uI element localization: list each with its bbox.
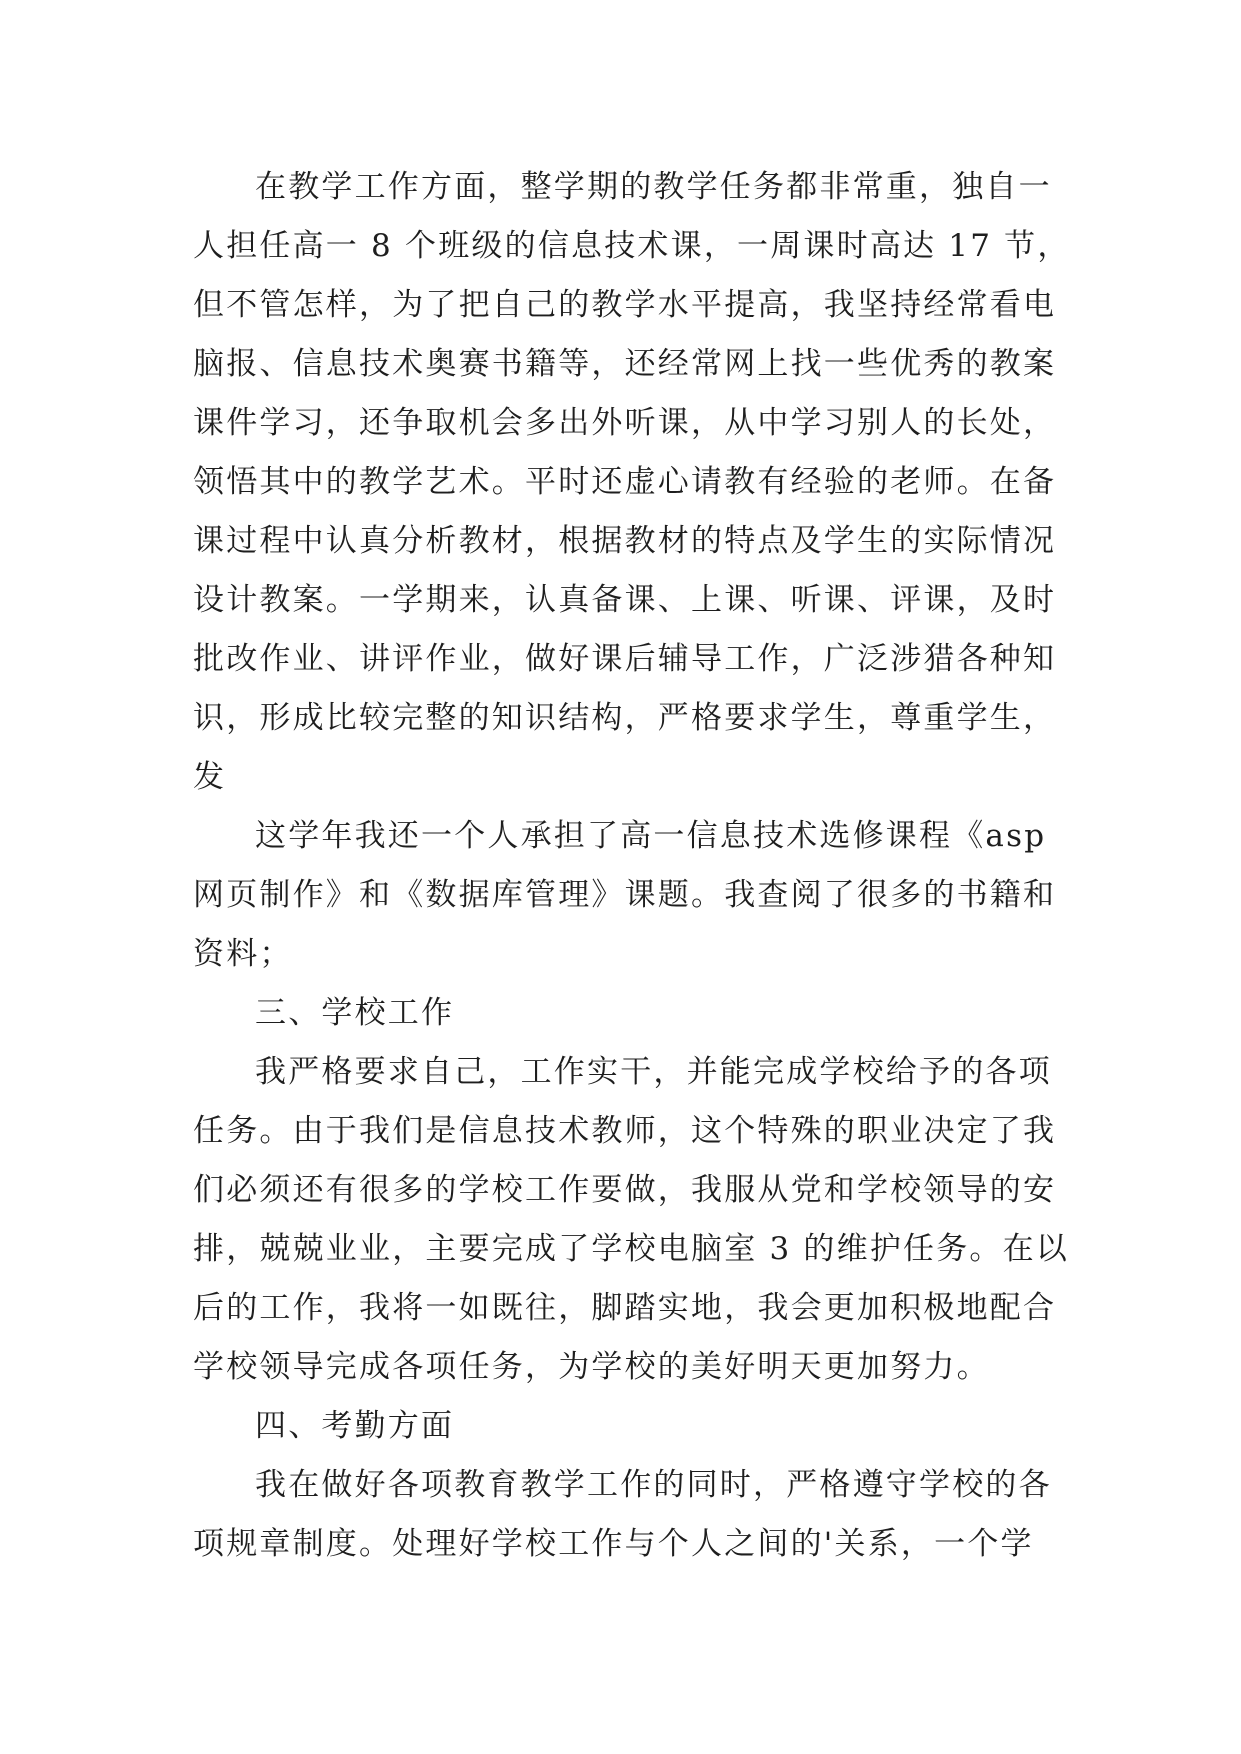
text-line: 脑报、信息技术奥赛书籍等，还经常网上找一些优秀的教案 (193, 346, 1057, 382)
text-line: 但不管怎样，为了把自己的教学水平提高，我坚持经常看电 (193, 287, 1057, 323)
paragraph-school-work (193, 1043, 1069, 1397)
text-line: 在教学工作方面，整学期的教学任务都非常重，独自一 (255, 169, 1052, 205)
section-heading-attendance (193, 1397, 1069, 1456)
text-line: 排，兢兢业业，主要完成了学校电脑室 3 的维护任务。在以 (193, 1231, 1070, 1267)
section-heading: 三、学校工作 (255, 995, 455, 1031)
text-line: 学校领导完成各项任务，为学校的美好明天更加努力。 (193, 1349, 990, 1385)
paragraph-elective-course (193, 807, 1069, 984)
text-line: 设计教案。一学期来，认真备课、上课、听课、评课，及时 (193, 582, 1057, 618)
text-line: 发 (193, 759, 227, 795)
text-line: 人担任高一 8 个班级的信息技术课，一周课时高达 17 节， (193, 228, 1071, 264)
text-line: 后的工作，我将一如既往，脚踏实地，我会更加积极地配合 (193, 1290, 1057, 1326)
text-line: 资料； (193, 936, 293, 972)
text-line: 识，形成比较完整的知识结构，严格要求学生，尊重学生， (193, 700, 1057, 736)
section-heading-school-work (193, 984, 1069, 1043)
text-line: 我严格要求自己，工作实干，并能完成学校给予的各项 (255, 1054, 1052, 1090)
document-body (193, 158, 1069, 1574)
text-line: 课件学习，还争取机会多出外听课，从中学习别人的长处， (193, 405, 1057, 441)
paragraph-teaching-work (193, 158, 1069, 807)
text-line: 领悟其中的教学艺术。平时还虚心请教有经验的老师。在备 (193, 464, 1057, 500)
paragraph-attendance (193, 1456, 1069, 1574)
text-line: 项规章制度。处理好学校工作与个人之间的'关系，一个学 (193, 1526, 1034, 1562)
section-heading: 四、考勤方面 (255, 1408, 455, 1444)
text-line: 们必须还有很多的学校工作要做，我服从党和学校领导的安 (193, 1172, 1057, 1208)
text-line: 课过程中认真分析教材，根据教材的特点及学生的实际情况 (193, 523, 1057, 559)
text-line: 批改作业、讲评作业，做好课后辅导工作，广泛涉猎各种知 (193, 641, 1057, 677)
text-line: 这学年我还一个人承担了高一信息技术选修课程《asp (255, 818, 1047, 854)
text-line: 任务。由于我们是信息技术教师，这个特殊的职业决定了我 (193, 1113, 1057, 1149)
text-line: 我在做好各项教育教学工作的同时，严格遵守学校的各 (255, 1467, 1052, 1503)
text-line: 网页制作》和《数据库管理》课题。我查阅了很多的书籍和 (193, 877, 1057, 913)
